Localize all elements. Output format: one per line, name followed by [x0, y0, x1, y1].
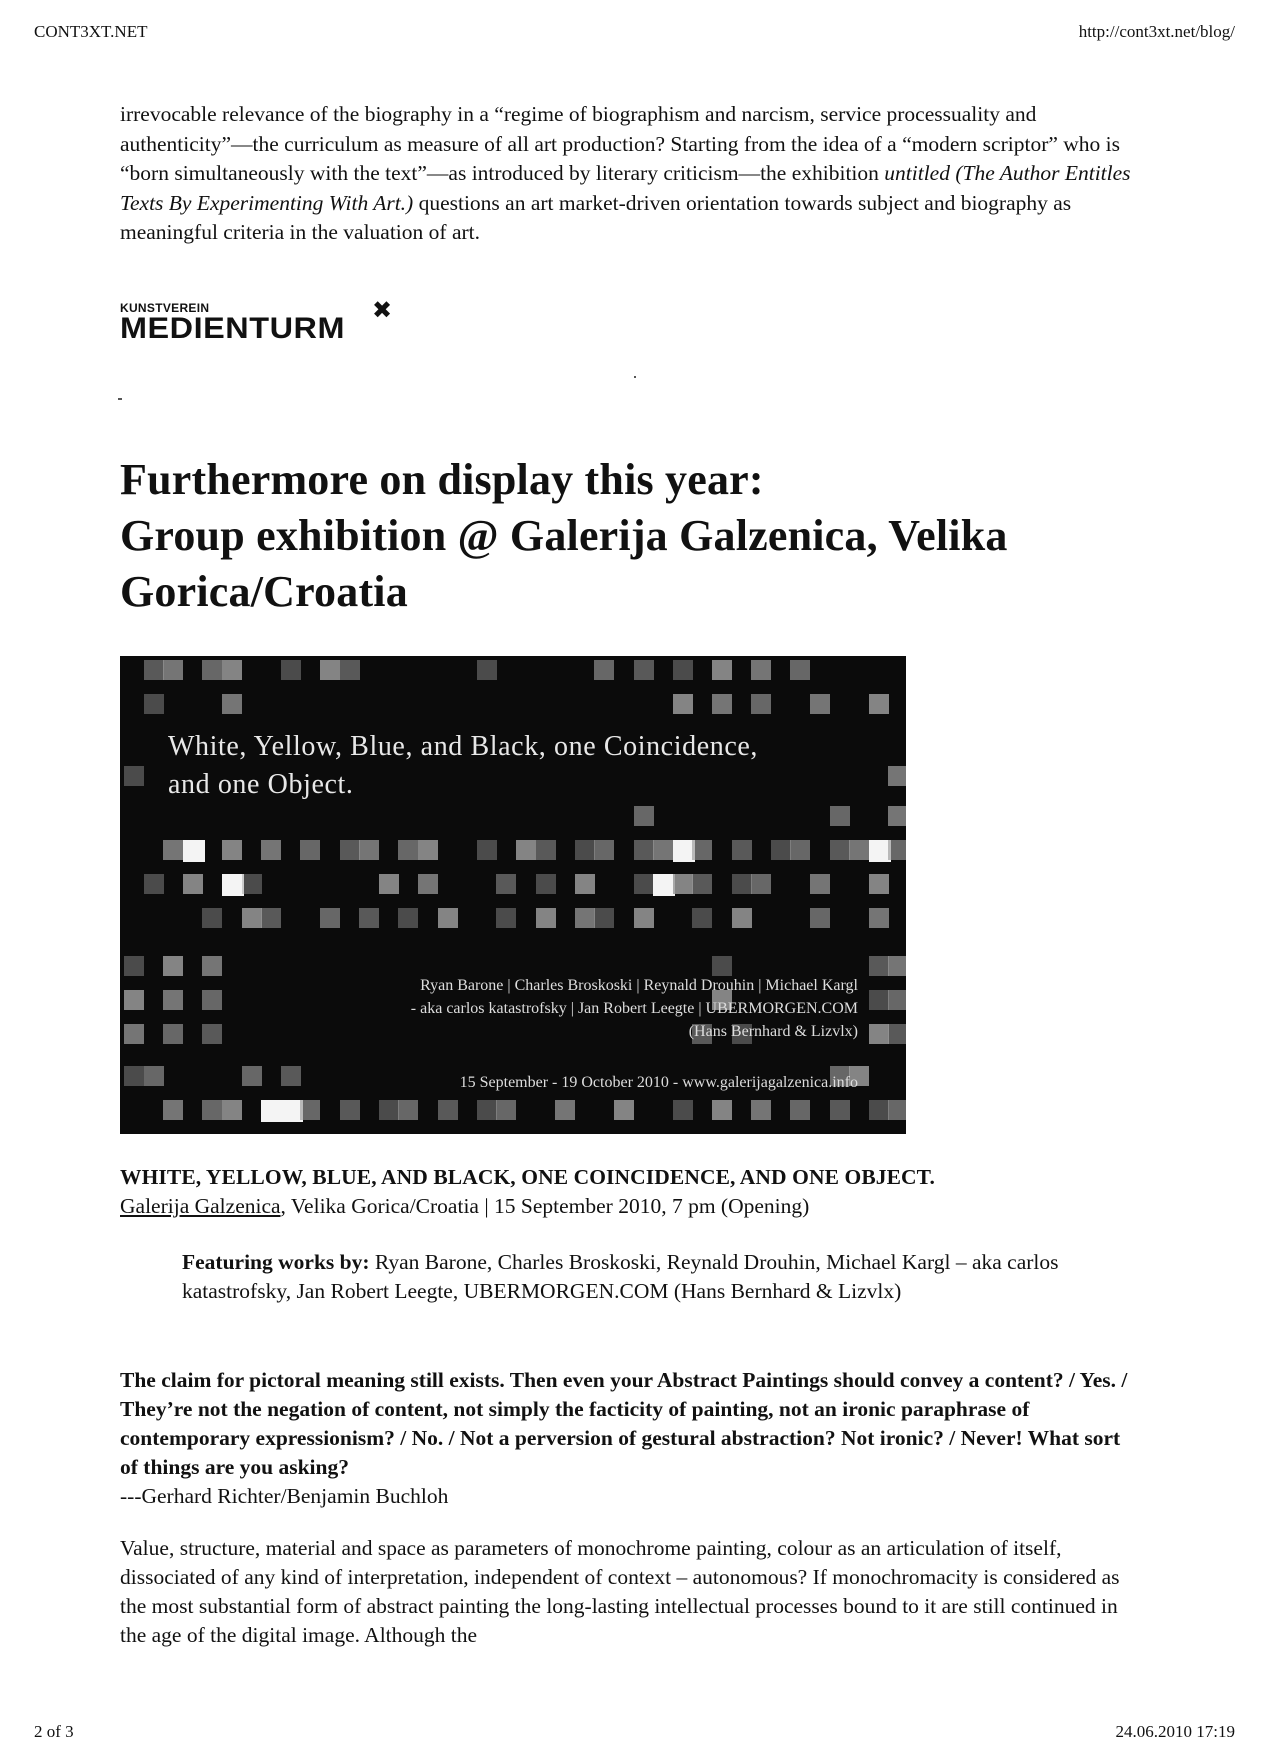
poster-square [810, 908, 830, 928]
print-header [34, 22, 1235, 42]
poster-square [438, 1100, 458, 1120]
poster-square [124, 1066, 144, 1086]
poster-square [653, 840, 673, 860]
poster-square [242, 1066, 262, 1086]
poster-square [673, 840, 695, 862]
poster-square [163, 956, 183, 976]
poster-square [653, 874, 675, 896]
exhibition-poster [120, 656, 906, 1134]
poster-square [712, 694, 732, 714]
header-url: http://cont3xt.net/blog/ [1078, 22, 1235, 41]
poster-square [359, 908, 379, 928]
scan-speck [118, 398, 122, 400]
poster-square [712, 1100, 732, 1120]
poster-square [144, 1066, 164, 1086]
poster-square [869, 840, 891, 862]
logo-small-text: KUNSTVEREIN [120, 301, 210, 315]
poster-square [379, 1100, 399, 1120]
poster-square [124, 990, 144, 1010]
poster-square [692, 874, 712, 894]
poster-square [281, 1066, 301, 1086]
poster-square [202, 660, 222, 680]
poster-square [869, 990, 889, 1010]
poster-square [202, 956, 222, 976]
poster-square [124, 766, 144, 786]
poster-square [222, 660, 242, 680]
poster-square [477, 840, 497, 860]
poster-square [477, 660, 497, 680]
poster-square [712, 956, 732, 976]
heading-line-2: Group exhibition @ Galerija Galzenica, Velika Gorica/Croatia [120, 511, 1008, 616]
poster-square [692, 840, 712, 860]
poster-square [163, 1024, 183, 1044]
venue-details: , Velika Gorica/Croatia | 15 September 2010, 7 pm (Opening) [280, 1194, 810, 1218]
logo-big-text: MEDIENTURM [120, 312, 345, 345]
poster-square [732, 874, 752, 894]
exhibition-venue-line [120, 1192, 1140, 1221]
poster-square [790, 840, 810, 860]
poster-square [790, 660, 810, 680]
poster-square [673, 694, 693, 714]
poster-square [477, 1100, 497, 1120]
poster-square [183, 874, 203, 894]
poster-square [438, 908, 458, 928]
poster-square [634, 908, 654, 928]
featuring-artists: Ryan Barone, Charles Broskoski, Reynald Drouhin, Michael Kargl – aka carlos katastrofsky, Jan Robert Leegte, UBERMORGEN.COM (Hans Bernhard & Lizvlx) [182, 1250, 1059, 1303]
poster-dates: 15 September - 19 October 2010 - www.galerijagalzenica.info [459, 1074, 858, 1091]
poster-square [869, 694, 889, 714]
poster-square [261, 1100, 283, 1122]
poster-square [869, 1100, 889, 1120]
poster-artists: Ryan Barone | Charles Broskoski | Reynald Drouhin | Michael Kargl - aka carlos katastrofsky | Jan Robert Leegte | UBERMORGEN.COM (Hans Bernhard & Lizvlx) [410, 977, 858, 1040]
poster-square [888, 1100, 906, 1120]
poster-square [340, 840, 360, 860]
poster-square [516, 840, 536, 860]
intro-paragraph [120, 100, 1140, 248]
featuring-label: Featuring works by: [182, 1250, 370, 1274]
poster-square [300, 1100, 320, 1120]
poster-square [398, 908, 418, 928]
poster-square [163, 840, 183, 860]
poster-square [614, 1100, 634, 1120]
footer-page: 2 of 3 [34, 1722, 74, 1741]
poster-square [732, 840, 752, 860]
poster-square [320, 660, 340, 680]
poster-square [536, 840, 556, 860]
poster-square [888, 766, 906, 786]
poster-square [594, 660, 614, 680]
poster-square [340, 1100, 360, 1120]
poster-square [202, 1100, 222, 1120]
poster-square [555, 1100, 575, 1120]
scan-speck [634, 376, 636, 378]
poster-square [575, 874, 595, 894]
header-site: CONT3XT.NET [34, 22, 148, 41]
poster-square [810, 694, 830, 714]
kunstverein-medienturm-logo [120, 297, 393, 345]
poster-square [418, 874, 438, 894]
poster-square [398, 840, 418, 860]
poster-square [359, 840, 379, 860]
poster-square [163, 990, 183, 1010]
poster-square [634, 660, 654, 680]
poster-square [281, 660, 301, 680]
richter-quote: The claim for pictoral meaning still exists. Then even your Abstract Paintings should convey a content? / Yes. / They’re not the negation of content, not simply the facticity of painting, not an ironic paraphrase of contemporary expressionism? / No. / Not a perversion of gestural abstraction? Not ironic? / Never! What sort of things are you asking? [120, 1368, 1128, 1479]
poster-square [673, 1100, 693, 1120]
footer-datetime: 24.06.2010 17:19 [1115, 1722, 1235, 1741]
intro-text-after: questions an art market-driven orientation towards subject and biography as meaningful criteria in the valuation of art. [120, 190, 1072, 244]
poster-square [771, 840, 791, 860]
poster-square [281, 1100, 303, 1122]
exhibition-title: WHITE, YELLOW, BLUE, AND BLACK, ONE COINCIDENCE, AND ONE OBJECT. [120, 1165, 935, 1189]
poster-square [751, 874, 771, 894]
poster-square [751, 694, 771, 714]
poster-square [202, 1024, 222, 1044]
poster-square [888, 990, 906, 1010]
poster-square [869, 908, 889, 928]
poster-square [496, 874, 516, 894]
poster-square [849, 840, 869, 860]
poster-square [594, 908, 614, 928]
poster-square [144, 694, 164, 714]
poster-square [634, 874, 654, 894]
poster-square [888, 806, 906, 826]
poster-square [496, 1100, 516, 1120]
poster-square [124, 956, 144, 976]
poster-square [888, 956, 906, 976]
poster-square [830, 1100, 850, 1120]
poster-square [888, 1024, 906, 1044]
poster-square [830, 840, 850, 860]
poster-square [398, 1100, 418, 1120]
poster-square [536, 874, 556, 894]
poster-square [751, 660, 771, 680]
featuring-paragraph [182, 1248, 1062, 1306]
poster-square [673, 874, 693, 894]
poster-square [144, 660, 164, 680]
poster-square [575, 840, 595, 860]
logo-x-mark: ✖ [372, 297, 393, 324]
poster-square [732, 908, 752, 928]
poster-square [379, 874, 399, 894]
poster-square [673, 660, 693, 680]
poster-square [575, 908, 595, 928]
poster-square [202, 990, 222, 1010]
poster-square [242, 874, 262, 894]
venue-link[interactable]: Galerija Galzenica [120, 1194, 281, 1218]
poster-square [634, 840, 654, 860]
heading-line-1: Furthermore on display this year: [120, 455, 764, 504]
intro-text-before: irrevocable relevance of the biography in a “regime of biographism and narcism, service processuality and authenticity”—the curriculum as measure of all art production? Starting from the idea of a “modern scriptor” who is “born simultaneously with the text”—as introduced by literary criticism—the exhibition [120, 102, 1121, 185]
body-paragraph: Value, structure, material and space as parameters of monochrome painting, colour as an articulation of itself, dissociated of any kind of interpretation, independent of context – autonomous? If monochromacity is considered as the most substantial form of abstract painting the long-lasting intellectual processes bound to it are still continued in the age of the digital image. Although the [120, 1536, 1120, 1647]
poster-square [418, 840, 438, 860]
poster-square [222, 840, 242, 860]
poster-square [810, 874, 830, 894]
poster-square [202, 908, 222, 928]
poster-square [869, 874, 889, 894]
poster-square [300, 840, 320, 860]
poster-square [124, 1024, 144, 1044]
poster-square [144, 874, 164, 894]
poster-square [594, 840, 614, 860]
poster-square [222, 694, 242, 714]
poster-square [869, 956, 889, 976]
poster-square [242, 908, 262, 928]
section-heading [120, 452, 1140, 620]
poster-square [751, 1100, 771, 1120]
poster-square [790, 1100, 810, 1120]
poster-square [869, 1024, 889, 1044]
poster-square [163, 660, 183, 680]
poster-square [712, 660, 732, 680]
poster-square [634, 806, 654, 826]
poster-square [692, 908, 712, 928]
poster-square [163, 1100, 183, 1120]
poster-square [320, 908, 340, 928]
poster-square [222, 874, 244, 896]
poster-square [496, 908, 516, 928]
poster-title: White, Yellow, Blue, and Black, one Coincidence, and one Object. [168, 731, 758, 800]
poster-square [888, 840, 906, 860]
print-footer [34, 1722, 1235, 1742]
poster-square [222, 1100, 242, 1120]
poster-square [261, 908, 281, 928]
poster-square [261, 840, 281, 860]
poster-square [183, 840, 205, 862]
quote-author: ---Gerhard Richter/Benjamin Buchloh [120, 1484, 449, 1508]
poster-square [340, 660, 360, 680]
poster-square [536, 908, 556, 928]
poster-square [830, 806, 850, 826]
exhibition-italic-title: untitled (The Author Entitles Texts By Experimenting With Art.) [120, 161, 1131, 215]
